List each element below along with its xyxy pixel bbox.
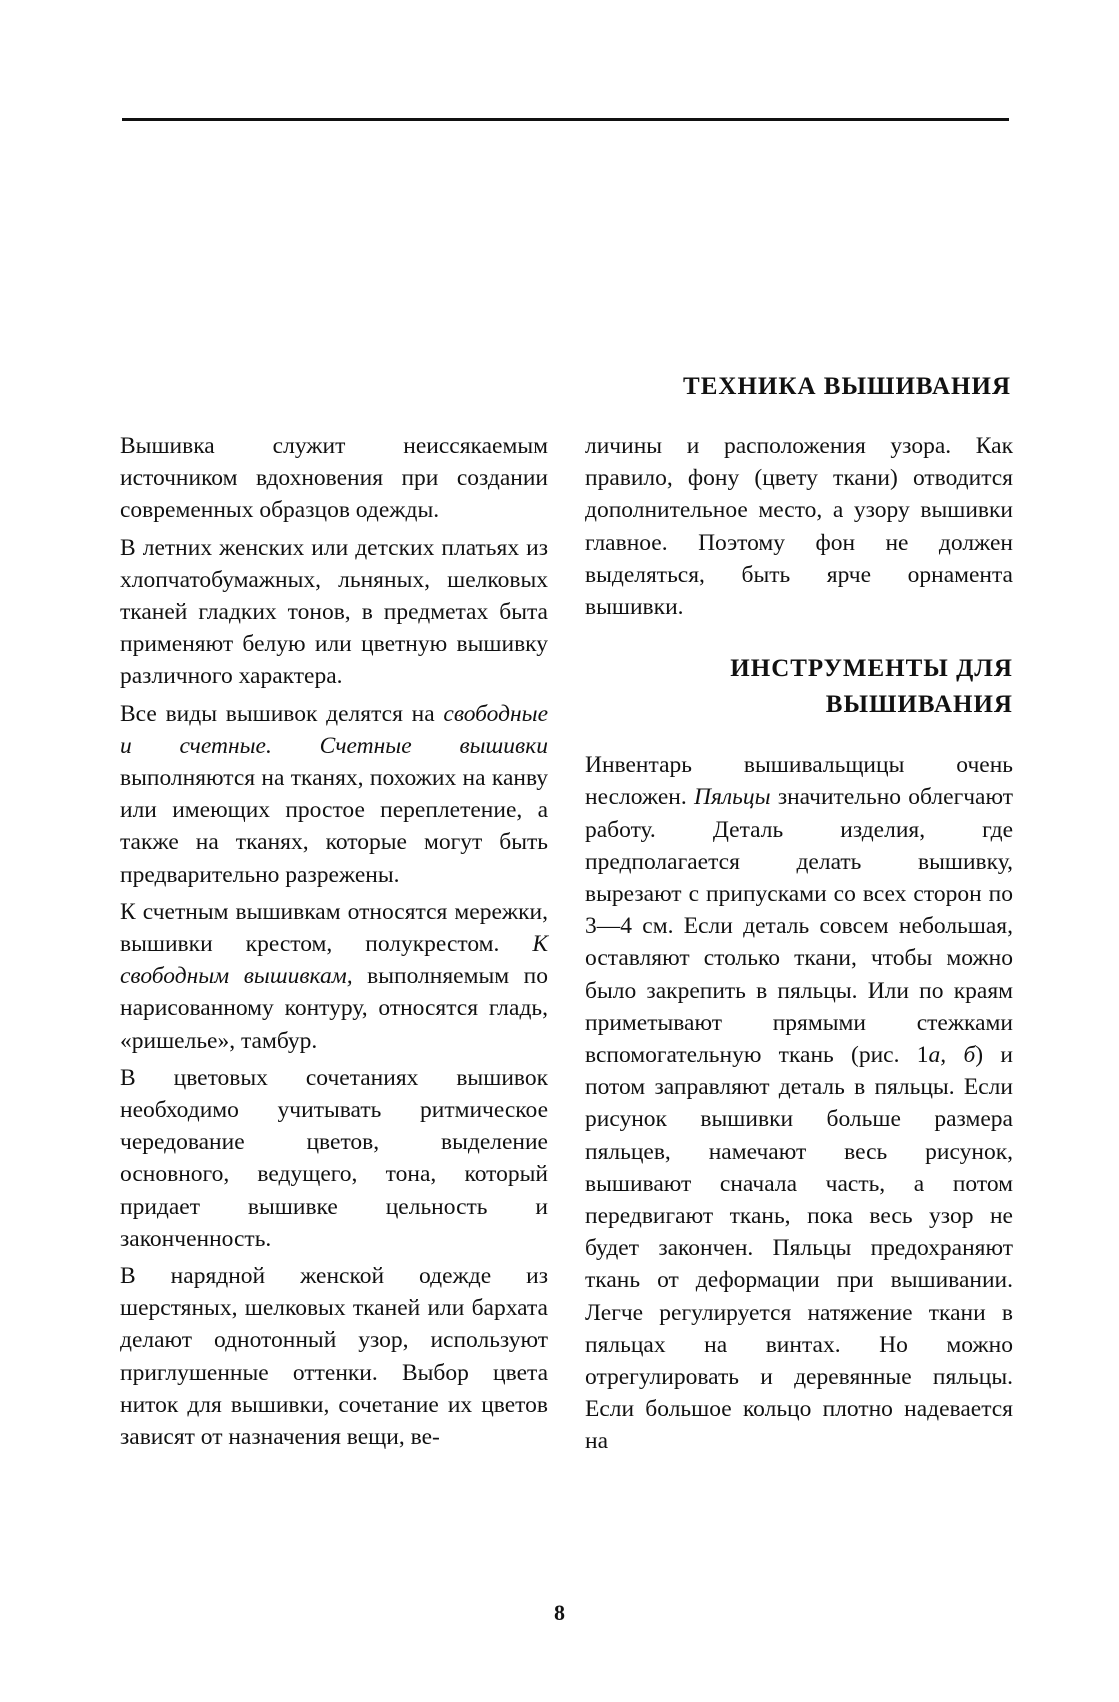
paragraph: Инвентарь вышивальщицы очень несложен. Пяльцы значительно облегчают работу. Деталь изделия, где предполагается делать вышивку, вырезают с припусками со всех сторон по 3—4 см. Если деталь совсем небольшая, оставляют столько ткани, чтобы можно было закрепить в пяльцы. Или по краям приметывают прямыми стежками вспомогательную ткань (рис. 1а, б) и потом заправляют деталь в пяльцы. Если рисунок вышивки больше размера пяльцев, намечают весь рисунок, вышивают сначала часть, а потом передвигают ткань, пока весь узор не будет закончен. Пяльцы предохраняют ткань от деформации при вышивании. Легче регулируется натяжение ткани в пяльцах на винтах. Но можно отрегулировать и деревянные пяльцы. Если большое кольцо плотно надевается на bbox=[585, 752, 1013, 1455]
right-column bbox=[585, 430, 1013, 1463]
paragraph: В нарядной женской одежде из шерстяных, шелковых тканей или бархата делают однотонный узор, используют приглушенные оттенки. Выбор цвета ниток для вышивки, сочетание их цветов зависят от назначения вещи, ве- bbox=[120, 1263, 548, 1451]
section-heading-tools: ИНСТРУМЕНТЫ ДЛЯ ВЫШИВАНИЯ bbox=[730, 655, 1013, 719]
italic-term: К свободным вышивкам, bbox=[120, 931, 548, 990]
top-rule bbox=[122, 118, 1009, 121]
paragraph: Все виды вышивок делятся на свободные и счетные. Счетные вышивки выполняются на тканях, похожих на канву или имеющих простое переплетение, а также на тканях, которые могут быть предварительно разрежены. bbox=[120, 700, 549, 888]
paragraph: К счетным вышивкам относятся мережки, вышивки крестом, полукрестом. К свободным вышивкам, выполняемым по нарисованному контуру, относятся гладь, «ришелье», тамбур. bbox=[120, 898, 548, 1054]
paragraph: личины и расположения узора. Как правило, фону (цвету ткани) отводится дополнительное место, а узору вышивки главное. Поэтому фон не должен выделяться, быть ярче орнамента вышивки. bbox=[585, 433, 1013, 621]
italic-term: а, б bbox=[928, 1042, 976, 1069]
paragraph: В цветовых сочетаниях вышивок необходимо учитывать ритмическое чередование цветов, выделение основного, ведущего, тона, который придает вышивке цельность и законченность. bbox=[120, 1064, 548, 1252]
italic-term: Пяльцы bbox=[694, 784, 771, 811]
left-column bbox=[120, 430, 548, 1458]
section-heading-technique: ТЕХНИКА ВЫШИВАНИЯ bbox=[683, 373, 1011, 400]
paragraph: Вышивка служит неиссякаемым источником вдохновения при создании современных образцов одежды. bbox=[120, 433, 548, 524]
italic-term: свободные и счетные. Счетные вышивки bbox=[120, 700, 549, 759]
page-number: 8 bbox=[554, 1600, 565, 1625]
paragraph: В летних женских или детских платьях из хлопчатобумажных, льняных, шелковых тканей гладких тонов, в предметах быта применяют белую или цветную вышивку различного характера. bbox=[120, 534, 548, 690]
